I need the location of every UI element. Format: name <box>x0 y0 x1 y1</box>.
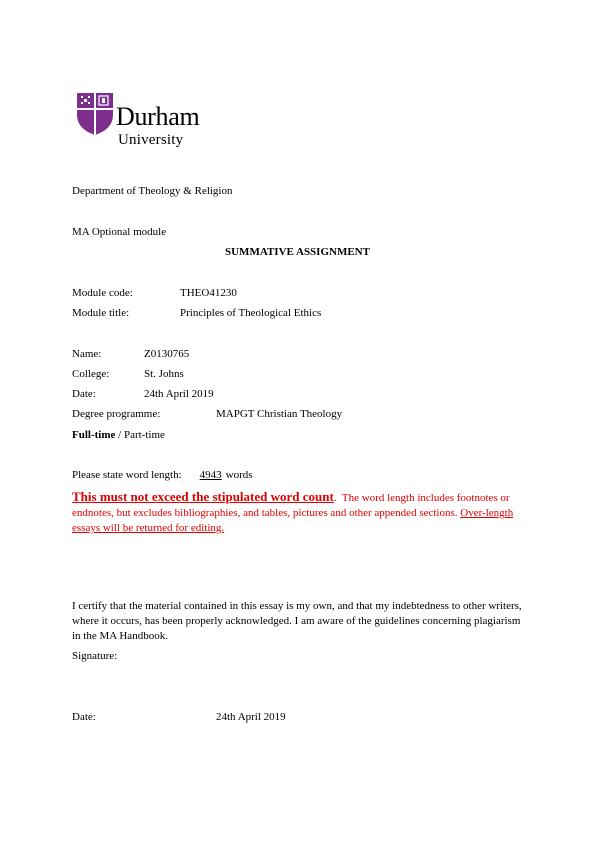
module-title-label: Module title: <box>72 307 130 319</box>
date-label: Date: <box>72 388 96 400</box>
module-code-label: Module code: <box>72 287 133 299</box>
warning-bold: This must not exceed the stipulated word count <box>72 489 334 504</box>
attendance-separator: / <box>115 429 124 441</box>
college-value: St. Johns <box>144 368 184 380</box>
degree-label: Degree programme: <box>72 408 161 420</box>
durham-shield-logo <box>77 93 113 135</box>
logo-wordmark-durham: Durham <box>116 102 200 131</box>
word-length-prefix: Please state word length: <box>72 469 182 481</box>
final-date-label: Date: <box>72 711 96 723</box>
word-count-warning <box>72 489 527 536</box>
attendance-part-time: Part-time <box>123 429 165 441</box>
signature-label: Signature: <box>72 650 118 662</box>
word-length-suffix: words <box>225 469 253 481</box>
module-code-value: THEO41230 <box>180 287 237 299</box>
word-length-value: 4943 <box>199 469 222 481</box>
module-type: MA Optional module <box>72 226 167 238</box>
college-label: College: <box>72 368 110 380</box>
attendance-mode <box>72 428 165 442</box>
module-title-value: Principles of Theological Ethics <box>180 307 322 319</box>
name-label: Name: <box>72 348 102 360</box>
logo-wordmark-university: University <box>118 132 184 148</box>
department-name: Department of Theology & Religion <box>72 185 233 197</box>
warning-underlined: Over-length essays will be returned for editing. <box>72 507 514 534</box>
certification-statement: I certify that the material contained in this essay is my own, and that my indebtedness to other writers, where it occurs, has been properly acknowledged. I am aware of the guidelines concerning plagiarism in the MA Handbook. <box>72 600 522 642</box>
date-value: 24th April 2019 <box>144 388 214 400</box>
name-value: Z0130765 <box>144 348 190 360</box>
warning-text: The word length includes footnotes or endnotes, but excludes bibliographies, and tables, pictures and other appended sections. <box>72 492 513 519</box>
degree-value: MAPGT Christian Theology <box>216 408 343 420</box>
warning-period: . <box>333 492 337 504</box>
word-length-line <box>72 468 253 482</box>
final-date-value: 24th April 2019 <box>216 711 286 723</box>
attendance-full-time: Full-time <box>72 429 116 441</box>
assignment-heading: SUMMATIVE ASSIGNMENT <box>225 246 370 258</box>
